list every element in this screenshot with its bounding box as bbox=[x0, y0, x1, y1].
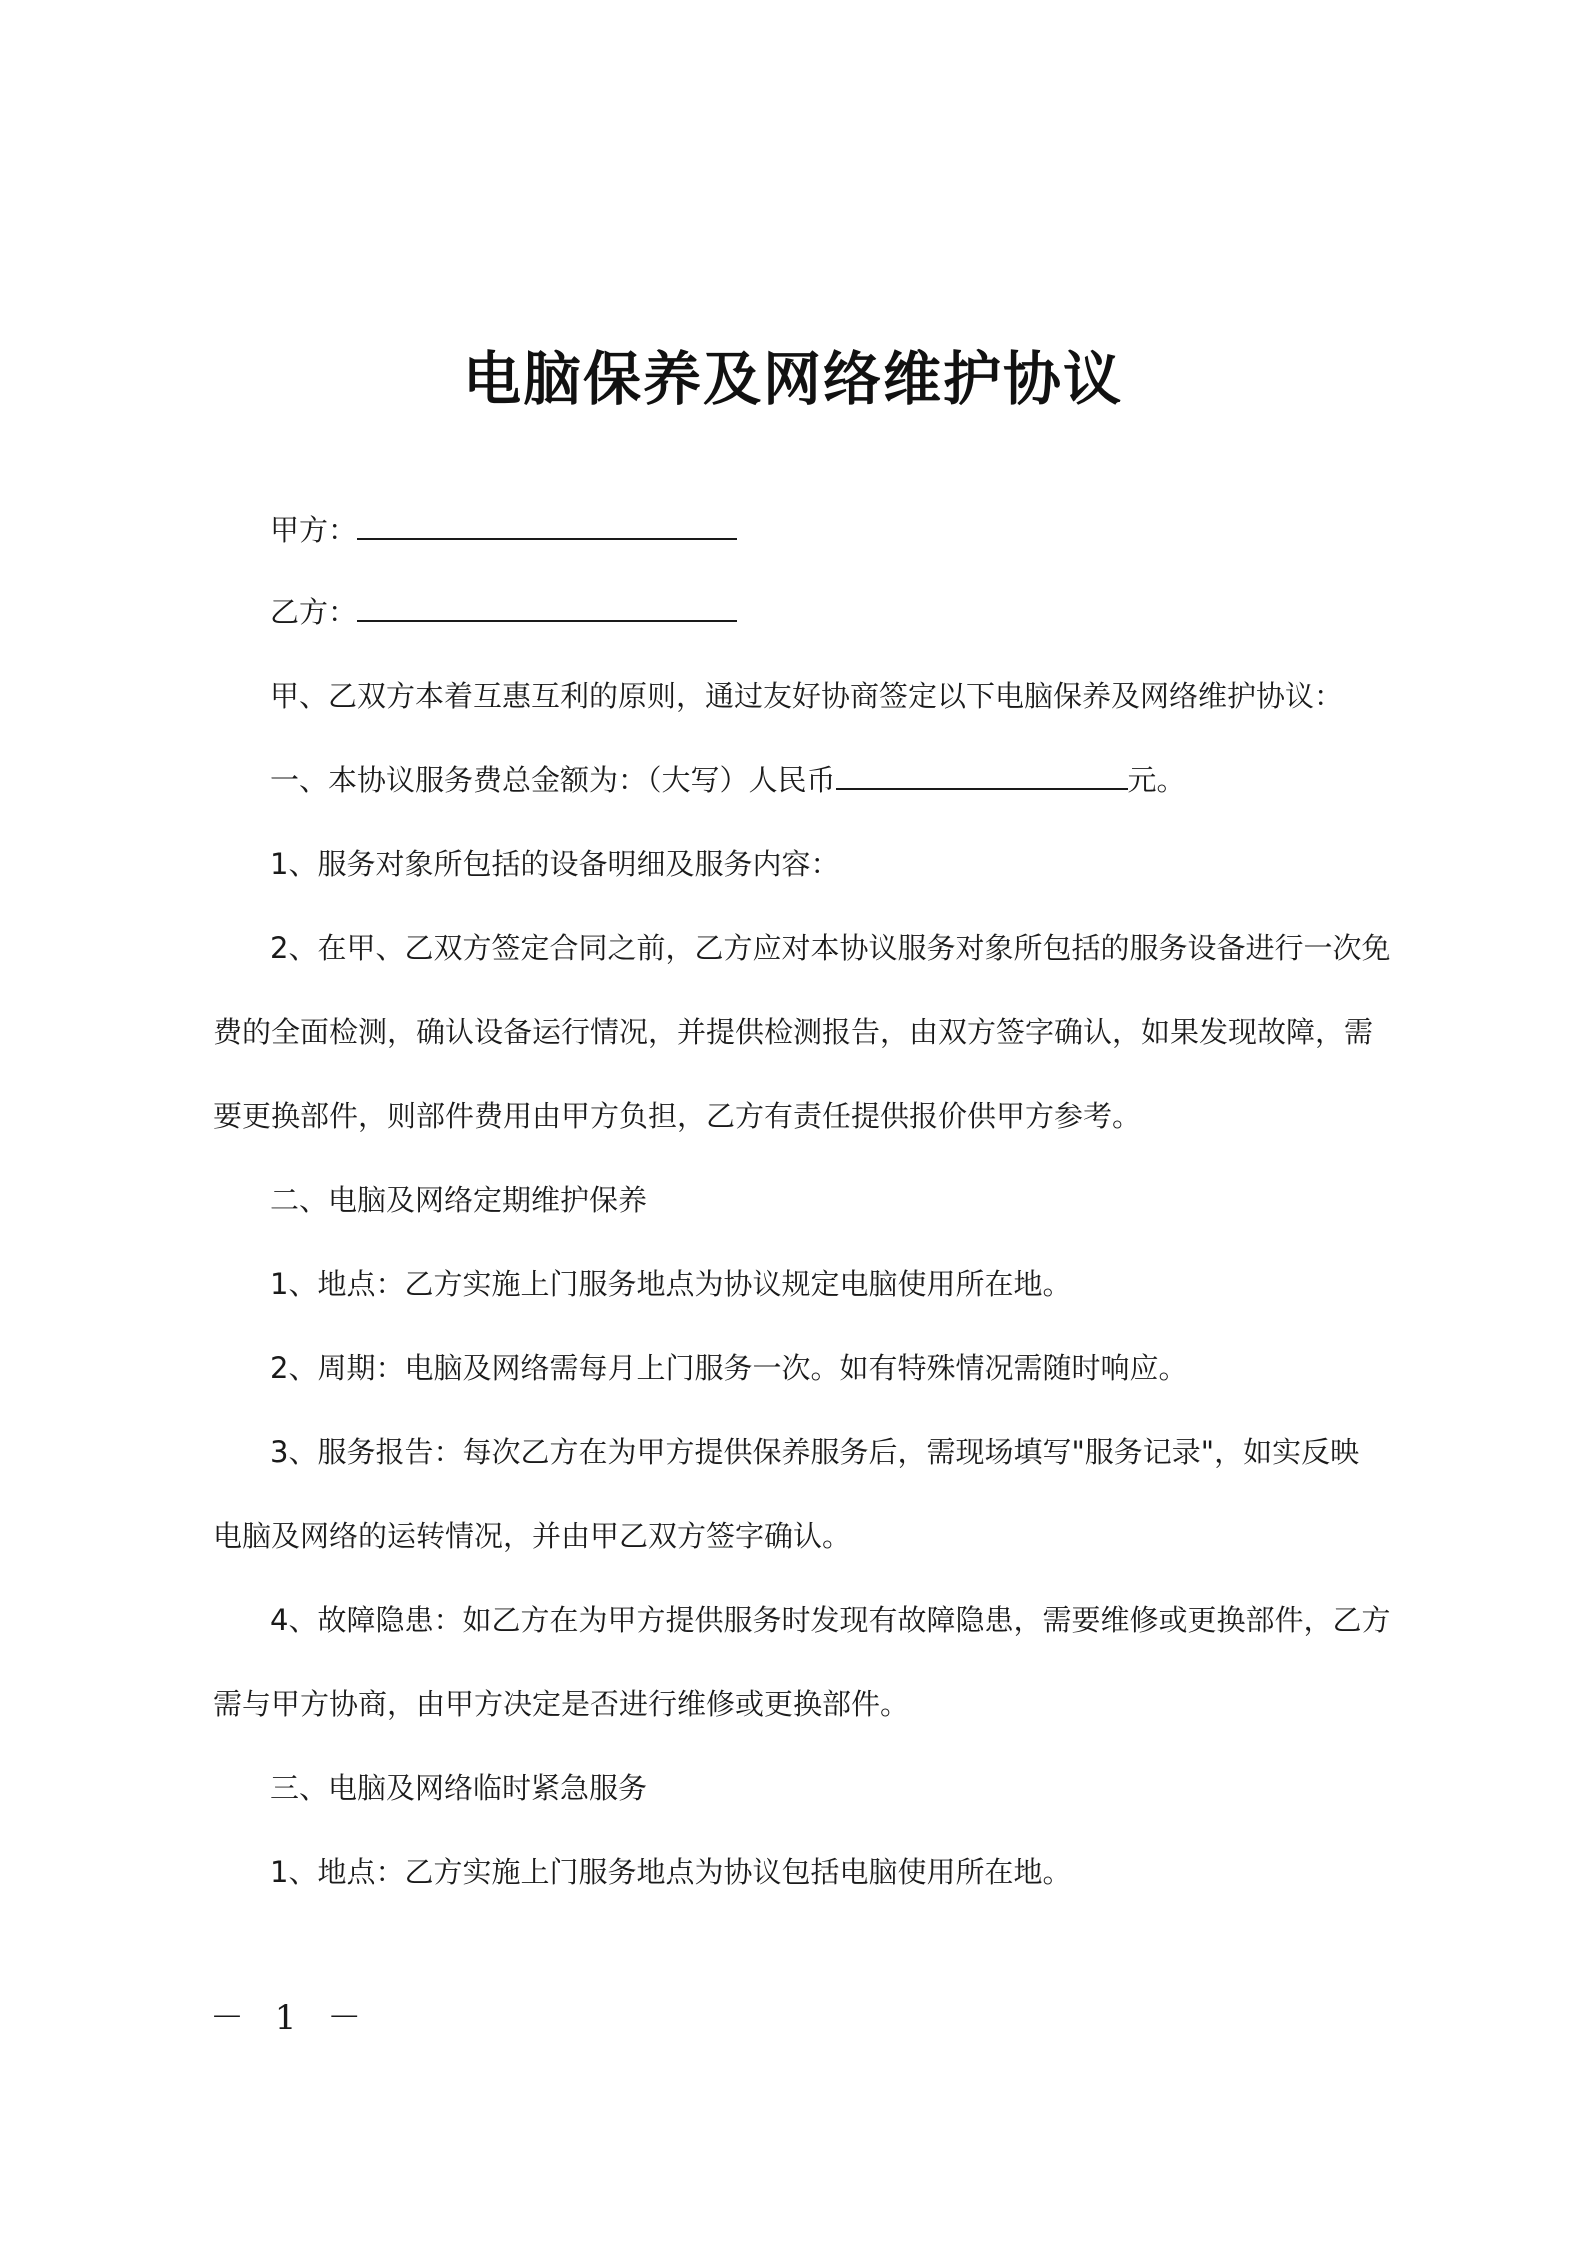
fee-amount-blank bbox=[836, 760, 1128, 790]
paragraph-1: 1、服务对象所包括的设备明细及服务内容： bbox=[270, 847, 840, 881]
party-a-label: 甲方： bbox=[270, 513, 358, 547]
party-a-blank bbox=[357, 510, 737, 540]
fee-clause-suffix: 元。 bbox=[1127, 763, 1186, 797]
section-3-item-1: 1、地点：乙方实施上门服务地点为协议包括电脑使用所在地。 bbox=[270, 1855, 1072, 1889]
section-2-item-2: 2、周期：电脑及网络需每月上门服务一次。如有特殊情况需随时响应。 bbox=[270, 1351, 1188, 1385]
party-b-label: 乙方： bbox=[270, 595, 358, 629]
document-title: 电脑保养及网络维护协议 bbox=[462, 345, 1123, 413]
fee-clause bbox=[270, 760, 1186, 800]
intro-paragraph: 甲、乙双方本着互惠互利的原则，通过友好协商签定以下电脑保养及网络维护协议： bbox=[270, 679, 1344, 713]
paragraph-2-line-1: 2、在甲、乙双方签定合同之前，乙方应对本协议服务对象所包括的服务设备进行一次免 bbox=[270, 931, 1391, 965]
section-2-item-1: 1、地点：乙方实施上门服务地点为协议规定电脑使用所在地。 bbox=[270, 1267, 1072, 1301]
party-b-line bbox=[270, 592, 737, 632]
section-2-item-4-line-2: 需与甲方协商，由甲方决定是否进行维修或更换部件。 bbox=[213, 1687, 910, 1721]
section-2-heading: 二、电脑及网络定期维护保养 bbox=[270, 1183, 648, 1217]
party-a-line bbox=[270, 510, 737, 550]
fee-clause-prefix: 一、本协议服务费总金额为：（大写）人民币 bbox=[270, 763, 836, 797]
section-2-item-4-line-1: 4、故障隐患：如乙方在为甲方提供服务时发现有故障隐患，需要维修或更换部件，乙方 bbox=[270, 1603, 1391, 1637]
party-b-blank bbox=[357, 592, 737, 622]
section-2-item-3-line-2: 电脑及网络的运转情况，并由甲乙双方签字确认。 bbox=[213, 1519, 852, 1553]
paragraph-2-line-2: 费的全面检测，确认设备运行情况，并提供检测报告，由双方签字确认，如果发现故障，需 bbox=[213, 1015, 1374, 1049]
section-3-heading: 三、电脑及网络临时紧急服务 bbox=[270, 1771, 648, 1805]
paragraph-2-line-3: 要更换部件，则部件费用由甲方负担，乙方有责任提供报价供甲方参考。 bbox=[213, 1099, 1142, 1133]
page-number: － 1 － bbox=[210, 1998, 372, 2038]
section-2-item-3-line-1: 3、服务报告：每次乙方在为甲方提供保养服务后，需现场填写"服务记录"，如实反映 bbox=[270, 1435, 1360, 1469]
